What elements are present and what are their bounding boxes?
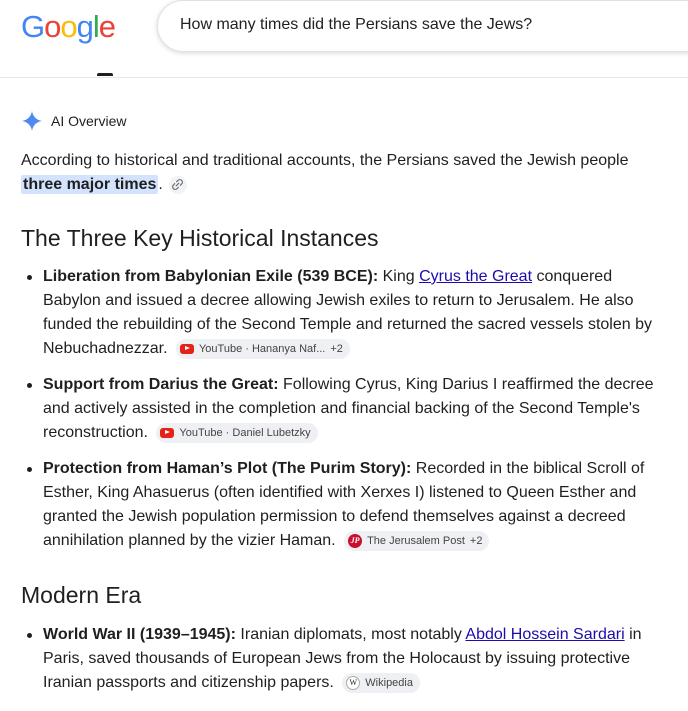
source-name: YouTube · Daniel Lubetzky [179, 426, 311, 439]
search-box[interactable] [157, 0, 688, 52]
search-header [0, 0, 688, 78]
list-item [43, 457, 671, 553]
source-link-button[interactable] [169, 176, 187, 194]
logo-letter: G [21, 9, 45, 44]
source-chip[interactable] [176, 339, 350, 359]
item-text: conquered Babylon and issued a decree allowing Jewish exiles to return to Jerusalem. He also funded the rebuilding of the Second Temple and returned the sacred vessels stolen by Nebuchadnezzar. [43, 268, 652, 357]
source-chip[interactable] [156, 423, 317, 443]
logo-letter: o [60, 9, 77, 44]
item-title: World War II (1939–1945): [43, 626, 236, 643]
source-chip[interactable] [342, 673, 420, 693]
item-text: Iranian diplomats, most notably [235, 626, 466, 643]
logo-letter: g [76, 9, 93, 44]
google-logo[interactable] [21, 9, 115, 45]
item-title: Liberation from Babylonian Exile (539 BCE): [43, 268, 379, 285]
list-item [43, 373, 671, 445]
logo-letter: l [92, 9, 99, 44]
section-heading-modern: Modern Era [21, 582, 142, 608]
intro-highlight: three major times [23, 176, 157, 193]
ai-overview-label: AI Overview [51, 113, 127, 129]
source-name: YouTube · Hananya Naf... [198, 342, 326, 355]
source-count: +2 [469, 534, 483, 547]
search-input[interactable] [178, 15, 662, 35]
item-text: Following Cyrus, King Darius I reaffirmed the decree and actively assisted in the completion and financial backing of the Second Temple's reconstruction. [43, 376, 654, 441]
youtube-logo [160, 428, 174, 438]
item-link[interactable]: Cyrus the Great [419, 268, 533, 285]
modern-list [21, 623, 671, 707]
youtube-icon [160, 426, 174, 440]
youtube-icon [180, 342, 194, 356]
ai-overview-header [21, 110, 126, 132]
link-icon [172, 179, 183, 190]
youtube-logo [180, 344, 194, 354]
logo-letter: e [98, 9, 116, 44]
instances-list [21, 265, 671, 565]
item-title: Protection from Haman’s Plot (The Purim Story): [43, 460, 412, 477]
item-link[interactable]: Abdol Hossein Sardari [465, 626, 625, 643]
ai-overview-intro [21, 149, 661, 197]
active-tab-indicator [97, 73, 113, 76]
item-text: in Paris, saved thousands of European Jews from the Holocaust by issuing protective Iranian passports and citizenship papers. [43, 626, 642, 691]
list-item [43, 623, 671, 695]
gemini-sparkle-icon [21, 110, 43, 132]
logo-letter: o [44, 9, 61, 44]
section-heading-instances: The Three Key Historical Instances [21, 225, 379, 251]
jerusalem-post-logo: JP [348, 534, 362, 548]
source-name: The Jerusalem Post [367, 534, 465, 547]
source-name: Wikipedia [365, 676, 413, 689]
source-count: +2 [330, 342, 343, 355]
item-text: Recorded in the biblical Scroll of Esther, King Ahasuerus (often identified with Xerxes I) listened to Queen Esther and granted the Jewish population permission to defend themselves against a decreed annihilation planned by the vizier Haman. [43, 460, 645, 549]
item-title: Support from Darius the Great: [43, 376, 279, 393]
item-text: King [378, 268, 420, 285]
intro-text: According to historical and traditional accounts, the Persians saved the Jewish people [21, 152, 629, 169]
wikipedia-logo: W [346, 676, 360, 690]
source-chip[interactable] [344, 531, 489, 551]
list-item [43, 265, 671, 361]
intro-end: . [158, 176, 163, 193]
wikipedia-icon [346, 676, 360, 690]
jerusalem-post-icon [348, 534, 362, 548]
